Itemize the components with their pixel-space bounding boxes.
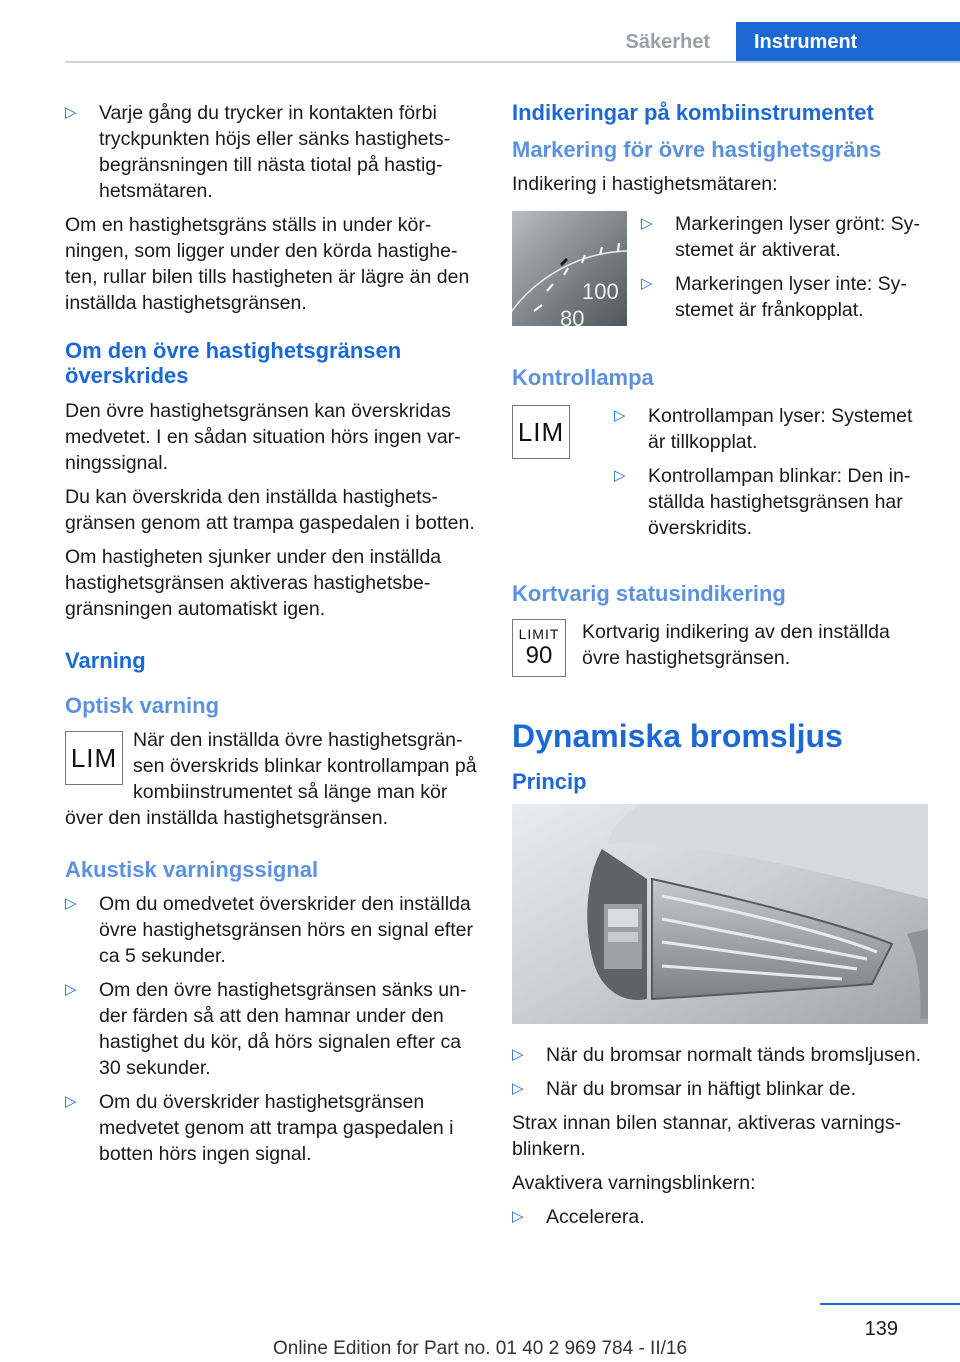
left-column xyxy=(65,100,480,1175)
triangle-bullet-icon: ▷ xyxy=(512,1080,524,1097)
triangle-bullet-icon: ▷ xyxy=(641,275,653,292)
list-item: ▷ Om du överskrider hastighetsgränsen medvetet genom att trampa gaspedalen i botten hörs ingen signal. xyxy=(65,1091,454,1165)
list-item: ▷ Kontrollampan lyser: Systemet är tillkopplat. xyxy=(614,405,913,453)
triangle-bullet-icon: ▷ xyxy=(641,215,653,232)
subsection-heading: Akustisk varningssignal xyxy=(65,857,319,882)
bullet-list-avaktivera xyxy=(512,1204,928,1230)
speedometer-graphic xyxy=(512,211,627,326)
list-item: ▷ Kontrollampan blinkar: Den inställda hastighetsgränsen har överskridits. xyxy=(614,465,911,539)
bullet-list-akustisk xyxy=(65,891,480,1167)
list-item: ▷ Om du omedvetet överskrider den inställda övre hastighetsgränsen hörs en signal efter ca 5 sekunder. xyxy=(65,893,473,967)
subsection-heading: Markering för övre hastighetsgräns xyxy=(512,137,882,162)
gauge-label-80: 80 xyxy=(560,306,585,326)
triangle-bullet-icon: ▷ xyxy=(614,467,626,484)
paragraph: Kortvarig indikering av den inställda övre hastighetsgränsen. xyxy=(582,621,890,669)
speedometer-image xyxy=(512,211,627,326)
triangle-bullet-icon: ▷ xyxy=(512,1046,524,1063)
paragraph: Om hastigheten sjunker under den inställda hastighetsgränsen aktiveras hastighetsbegränsningen automatiskt igen. xyxy=(65,546,442,620)
list-item: ▷ Om den övre hastighetsgränsen sänks under färden så att den hamnar under den hastighet du kör, då hörs signalen efter ca 30 sekunder. xyxy=(65,979,467,1079)
gauge-label-100: 100 xyxy=(582,279,619,304)
chapter-heading: Dynamiska bromsljus xyxy=(512,718,843,754)
brake-light-image xyxy=(512,804,928,1024)
list-item: ▷ När du bromsar in häftigt blinkar de. xyxy=(512,1078,856,1100)
bullet-list-markering xyxy=(641,211,928,331)
list-item: ▷ Accelerera. xyxy=(512,1206,645,1228)
list-item: ▷ Varje gång du trycker in kontakten förbi tryckpunkten höjs eller sänks hastighetsbegränsningen till nästa tiotal på hastighetsmätaren. xyxy=(65,102,451,202)
paragraph: Du kan överskrida den inställda hastighetsgränsen genom att trampa gaspedalen i botten. xyxy=(65,486,475,534)
header-divider xyxy=(65,61,960,63)
list-item: ▷ När du bromsar normalt tänds bromsljusen. xyxy=(512,1044,921,1066)
tab-instrument[interactable]: Instrument xyxy=(736,22,960,62)
right-column xyxy=(512,100,928,1238)
bullet-list-princip xyxy=(512,1042,928,1102)
paragraph: Om en hastighetsgräns ställs in under körningen, som ligger under den körda hastigheten, rullar bilen tills hastigheten är lägre än den inställda hastighetsgränsen. xyxy=(65,214,470,314)
subsection-heading: Kontrollampa xyxy=(512,365,654,390)
subsection-heading: Kortvarig statusindikering xyxy=(512,581,786,606)
paragraph: Strax innan bilen stannar, aktiveras varningsblinkern. xyxy=(512,1112,902,1160)
section-heading: Varning xyxy=(65,648,146,673)
triangle-bullet-icon: ▷ xyxy=(614,407,626,424)
online-edition-footer: Online Edition for Part no. 01 40 2 969 784 - II/16 xyxy=(272,1338,688,1359)
triangle-bullet-icon: ▷ xyxy=(65,981,77,998)
page-number: 139 xyxy=(864,1318,898,1340)
triangle-bullet-icon: ▷ xyxy=(65,895,77,912)
section-heading: Princip xyxy=(512,769,587,794)
tab-sakerhet[interactable]: Säkerhet xyxy=(625,31,710,53)
bullet-list-top xyxy=(65,100,480,204)
paragraph: Den övre hastighetsgränsen kan överskridas medvetet. I en sådan situation hörs ingen varningssignal. xyxy=(65,400,461,474)
paragraph: Indikering i hastighetsmätaren: xyxy=(512,173,778,195)
section-heading: Om den övre hastighetsgränsen överskrides xyxy=(65,338,402,388)
tail-light-illustration xyxy=(512,804,928,1024)
bullet-list-kontrollampa xyxy=(614,403,928,549)
paragraph: När den inställda övre hastighetsgränsen överskrids blinkar kontrollampan på kombiinstrumentet så länge man kör över den inställda hastighetsgränsen. xyxy=(65,729,477,829)
paragraph: Avaktivera varningsblinkern: xyxy=(512,1172,756,1194)
list-item: ▷ Markeringen lyser inte: Systemet är frånkopplat. xyxy=(641,273,907,321)
triangle-bullet-icon: ▷ xyxy=(65,104,77,121)
lim-indicator-icon: LIM xyxy=(65,731,123,785)
lim-indicator-icon: LIM xyxy=(512,405,570,459)
section-heading: Indikeringar på kombiinstrumentet xyxy=(512,100,874,125)
list-item: ▷ Markeringen lyser grönt: Systemet är aktiverat. xyxy=(641,213,920,261)
triangle-bullet-icon: ▷ xyxy=(512,1208,524,1225)
footer-accent-line xyxy=(820,1303,960,1305)
subsection-heading: Optisk varning xyxy=(65,693,220,718)
triangle-bullet-icon: ▷ xyxy=(65,1093,77,1110)
limit-90-indicator-icon: LIMIT 90 xyxy=(512,619,566,677)
